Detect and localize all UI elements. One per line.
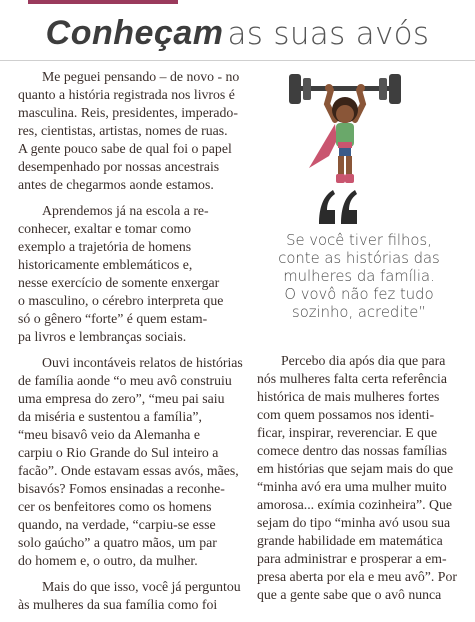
text-line: do homem e, o outro, da mulher.	[18, 553, 198, 568]
text-line: solo gaúcho” a quatro mãos, um par	[18, 535, 217, 550]
text-line: “minha avó era uma mulher muito	[257, 479, 447, 494]
text-line: presa aberta por ela e meu avô”. Por	[257, 569, 457, 584]
text-line: amorosa... exímia cozinheira”. Que	[257, 497, 452, 512]
text-line: masculina. Reis, presidentes, imperado-	[18, 105, 238, 120]
weightlifter-woman-illustration	[285, 70, 405, 190]
pull-quote-line: sozinho, acredite”	[292, 304, 426, 321]
title-light: as suas avós	[227, 16, 430, 52]
paragraph	[18, 68, 242, 194]
pull-quote-line: O vovô não fez tudo	[284, 286, 434, 303]
text-line: em histórias que sejam mais do que	[257, 461, 454, 476]
text-line: ficar, inspirar, reverenciar. E que	[257, 425, 438, 440]
text-line: histórica de mais mulheres fortes	[257, 389, 440, 404]
paragraph	[18, 202, 242, 346]
pull-quote-line: conte as histórias das	[278, 250, 440, 267]
text-line: Aprendemos já na escola a re-	[42, 203, 209, 218]
text-line: às mulheres da sua família como foi	[18, 597, 218, 612]
text-line: desempenhado por nossas ancestrais	[18, 159, 220, 174]
text-line: nós mulheres falta certa referência	[257, 371, 447, 386]
text-line: com quem possamos nos identi-	[257, 407, 435, 422]
text-line: só o gênero “forte” é quem estam-	[18, 311, 208, 326]
text-line: uma empresa do zero”, “meu pai saiu	[18, 391, 225, 406]
text-line: pa livros e lembranças sociais.	[18, 329, 187, 344]
text-line: exemplo a trajetória de homens	[18, 239, 192, 254]
text-line: Mais do que isso, você já perguntou	[42, 579, 241, 594]
quote-mark-icon	[313, 180, 363, 230]
paragraph	[257, 352, 467, 604]
title-bold: Conheçam	[45, 14, 224, 52]
text-line: grande habilidade em matemática	[257, 533, 443, 548]
text-line: Me peguei pensando – de novo - no	[42, 69, 240, 84]
text-line: “meu bisavô veio da Alemanha e	[18, 427, 200, 442]
text-line: carpiu o Rio Grande do Sul inteiro a	[18, 445, 219, 460]
text-line: cer os benfeitores como os homens	[18, 499, 212, 514]
text-line: que a gente sabe que o avô nunca	[257, 587, 442, 602]
pull-quote-line: mulheres da família.	[283, 268, 435, 285]
text-line: sejam do tipo “minha avó usou sua	[257, 515, 451, 530]
text-line: da miséria e sustentou a família”,	[18, 409, 202, 424]
text-line: comece dentro das nossas famílias	[257, 443, 448, 458]
text-line: Ouvi incontáveis relatos de histórias	[42, 355, 243, 370]
pull-quote-line: Se você tiver filhos,	[286, 232, 432, 249]
text-line: de família aonde “o meu avô construiu	[18, 373, 232, 388]
text-line: res, cientistas, artistas, nomes de ruas.	[18, 123, 228, 138]
text-line: conhecer, exaltar e tomar como	[18, 221, 191, 236]
text-line: A gente pouco sabe de qual foi o papel	[18, 141, 232, 156]
paragraph	[18, 578, 242, 614]
paragraph	[18, 354, 242, 570]
text-line: facão”. Onde estavam essas avós, mães,	[18, 463, 239, 478]
pull-quote	[254, 232, 464, 322]
title-divider	[0, 60, 475, 61]
text-line: Percebo dia após dia que para	[281, 353, 446, 368]
text-line: antes de chegarmos aonde estamos.	[18, 177, 214, 192]
section-tab	[28, 0, 178, 4]
text-line: para administrar e prosperar a em-	[257, 551, 447, 566]
text-line: quanto a história registrada nos livros é	[18, 87, 235, 102]
text-line: bisavós? Fomos ensinadas a reconhe-	[18, 481, 225, 496]
text-line: historicamente emblemáticos e,	[18, 257, 193, 272]
article-title	[0, 14, 475, 53]
left-column	[18, 68, 242, 622]
text-line: quando, na verdade, “carpiu-se esse	[18, 517, 216, 532]
text-line: o masculino, o cérebro interpreta que	[18, 293, 224, 308]
text-line: nesse exercício de somente enxergar	[18, 275, 220, 290]
right-column	[257, 352, 467, 612]
